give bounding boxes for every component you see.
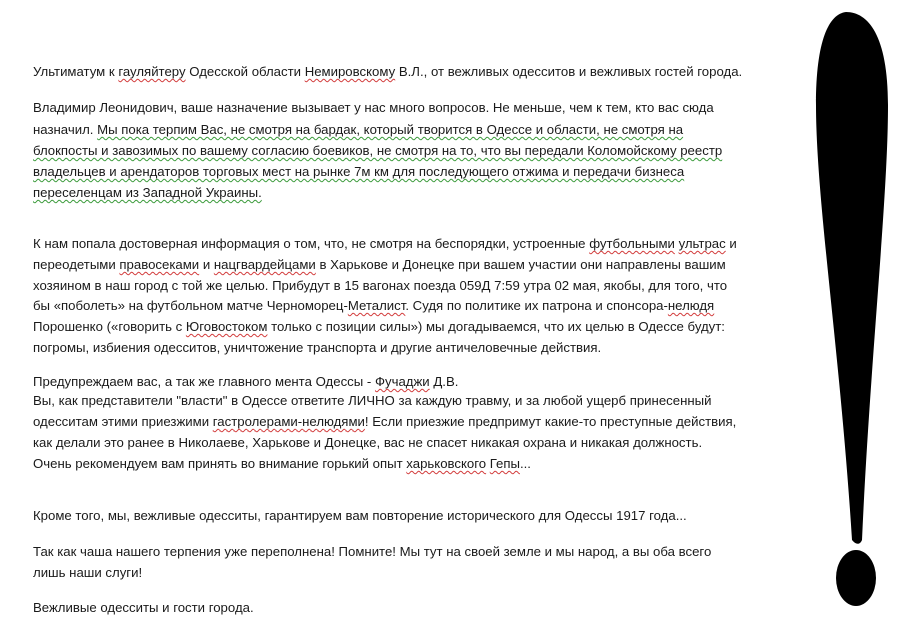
- grammar-flagged-text: блокпосты и завозимых по вашему согласию боевиков, не смотря на то, что вы передали Коломойскому реестр: [33, 143, 723, 158]
- text: Порошенко («говорить с: [33, 319, 186, 334]
- text: Владимир Леонидович, ваше назначение вызывает у нас много вопросов. Не меньше, чем к тем, кто вас сюда: [33, 100, 714, 115]
- text: лишь наши слуги!: [33, 565, 143, 580]
- text: Вы, как представители "власти" в Одессе ответите ЛИЧНО за каждую травму, и за любой ущерб принесенный: [33, 393, 712, 408]
- text: . Судя по политике их патрона и спонсора-: [405, 298, 668, 313]
- text: ...: [519, 456, 531, 471]
- text: бы «поболеть» на футбольном матче Черноморец-: [33, 298, 348, 313]
- exclamation-bar: [816, 12, 888, 544]
- text: Одесской области: [185, 64, 305, 79]
- misspelled-word: Юговостоком: [185, 319, 268, 334]
- misspelled-word: ультрас: [678, 236, 726, 251]
- text: Д.В.: [429, 374, 459, 389]
- text: хозяином в наш город с той же целью. Прибудут в 15 вагонах поезда 059Д 7:59 утра 02 мая, якобы, для того, что: [33, 278, 728, 293]
- text: погромы, избиения одесситов, уничтожение транспорта и другие античеловечные действия.: [33, 340, 602, 355]
- exclamation-dot: [836, 550, 876, 606]
- misspelled-word: гауляйтеру: [118, 64, 186, 79]
- misspelled-word: нацгвардейцами: [213, 257, 316, 272]
- text: как делали это ранее в Николаеве, Харькове и Донецке, вас не спасет никакая охрана и никакая должность.: [33, 435, 703, 450]
- text: только с позиции силы») мы догадываемся, что их целью в Одессе будут:: [267, 319, 725, 334]
- text: назначил.: [33, 122, 98, 137]
- text: Ультиматум к: [33, 64, 119, 79]
- misspelled-word: Немировскому: [304, 64, 396, 79]
- misspelled-word: Металист: [347, 298, 406, 313]
- text: в Харькове и Донецке при вашем участии они направлены вашим: [315, 257, 726, 272]
- text: В.Л., от вежливых одесситов и вежливых гостей города.: [395, 64, 743, 79]
- grammar-flagged-text: переселенцам из Западной Украины.: [33, 185, 262, 200]
- text: Так как чаша нашего терпения уже переполнена! Помните! Мы тут на своей земле и мы народ, а вы оба всего: [33, 544, 712, 559]
- text: ! Если приезжие предпримут какие-то преступные действия,: [364, 414, 737, 429]
- text: Предупреждаем вас, а так же главного мента Одессы -: [33, 374, 375, 389]
- text: Вежливые одесситы и гости города.: [33, 600, 254, 615]
- text: Очень рекомендуем вам принять во внимание горький опыт: [33, 456, 407, 471]
- misspelled-word: нелюдя: [667, 298, 715, 313]
- misspelled-word: Фучаджи: [374, 374, 430, 389]
- misspelled-word: футбольными: [589, 236, 675, 251]
- text: К нам попала достоверная информация о том, что, не смотря на беспорядки, устроенные: [33, 236, 590, 251]
- text: и: [725, 236, 737, 251]
- misspelled-word: гастролерами-нелюдями: [212, 414, 365, 429]
- grammar-flagged-text: Мы пока терпим Вас, не смотря на бардак, который творится в Одессе и области, не смотря на: [97, 122, 684, 137]
- text: и: [199, 257, 214, 272]
- text: Кроме того, мы, вежливые одесситы, гарантируем вам повторение исторического для Одессы 1917 года...: [33, 508, 687, 523]
- misspelled-word: харьковского: [406, 456, 487, 471]
- text: одесситам этими приезжими: [33, 414, 213, 429]
- misspelled-word: Гепы: [489, 456, 520, 471]
- text: переодетыми: [33, 257, 120, 272]
- misspelled-word: правосеками: [119, 257, 200, 272]
- grammar-flagged-text: владельцев и арендаторов торговых мест на рынке 7м км для последующего отжима и передачи бизнеса: [33, 164, 685, 179]
